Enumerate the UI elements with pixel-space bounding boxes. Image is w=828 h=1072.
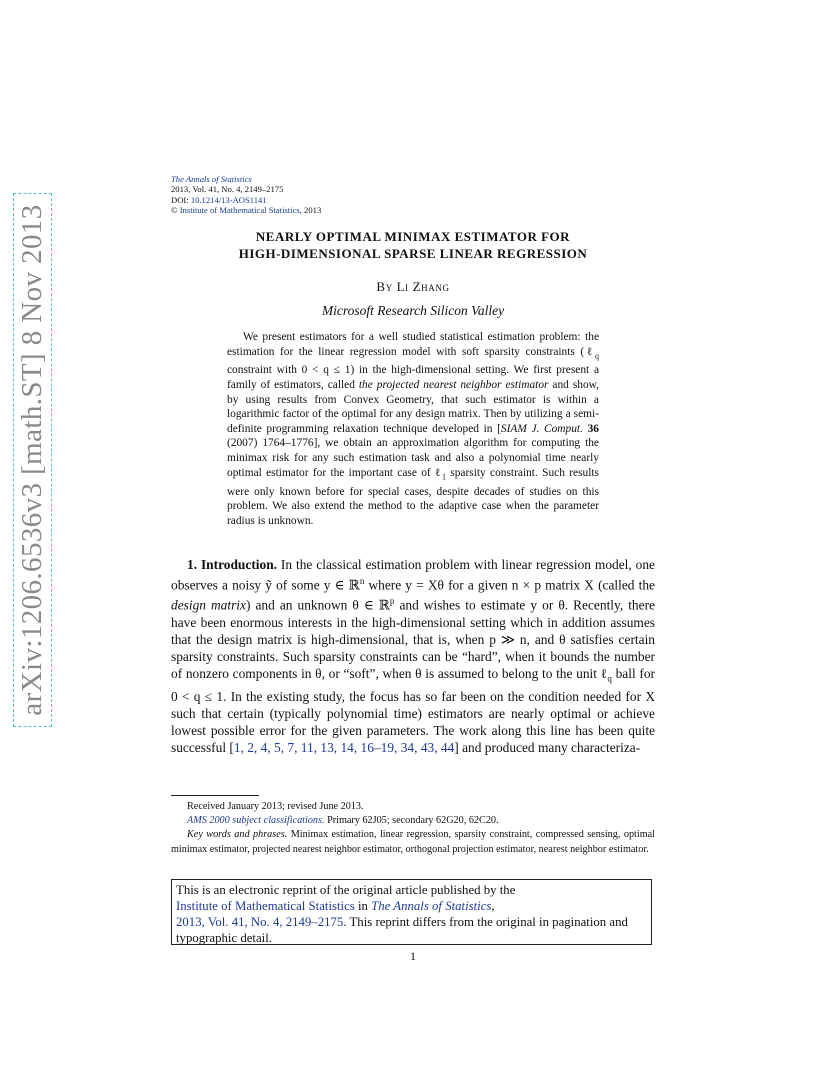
journal-header [171,174,321,216]
reprint-text-4: . This reprint differs from the original in pagination and typographic detail. [176,915,628,945]
ams-classification-text: Primary 62J05; secondary 62G20, 62C20. [324,815,499,827]
intro-sub: q [607,673,612,684]
reprint-text-1: This is an electronic reprint of the original article published by the [176,883,516,897]
section-heading: 1. Introduction. [187,557,277,572]
abstract-citation-volume: 36 [582,422,599,435]
keywords [171,828,655,856]
title-line-1: NEARLY OPTIMAL MINIMAX ESTIMATOR FOR [255,229,571,244]
keywords-text: Minimax estimation, linear regression, sparsity constraint, compressed sensing, optimal minimax estimator, projected nearest neighbor estimator, orthogonal projection estimator, nearest neighbor estimator. [171,829,655,855]
doi-link[interactable]: 10.1214/13-AOS1141 [190,194,267,205]
doi-line [171,195,321,205]
footnotes [171,800,655,857]
ams-classification [171,814,655,828]
copyright-year: , 2013 [299,205,322,216]
doi-label: DOI: [171,194,191,205]
intro-text-5: ball for 0 < q ≤ 1. In the existing study, the focus has so far been on the condition needed for X such that certain (typically polynomial time) estimators are nearly optimal or achieve lowest possible error for the given parameters. The work along this line has been quite successful [ [171,665,655,755]
reprint-volume-link[interactable]: 2013, Vol. 41, No. 4, 2149–2175 [176,915,344,929]
author-affiliation: Microsoft Research Silicon Valley [321,303,505,318]
title-line-2: HIGH-DIMENSIONAL SPARSE LINEAR REGRESSION [238,246,588,261]
reprint-notice [171,879,652,945]
intro-emph: design matrix [171,597,246,613]
arxiv-identifier-link[interactable]: arXiv:1206.6536v3 [math.ST] 8 Nov 2013 [13,193,52,726]
abstract-text-5: sparsity constraint. Such results were only known before for special cases, despite decades of studies on this problem. We also extend the method to the adaptive case when the parameter radius is unknown. [227,466,599,527]
ams-classification-link[interactable]: AMS 2000 subject classifications. [187,815,325,827]
intro-text-1: In the classical estimation problem with linear regression model, one observes a noisy ỹ of some y ∈ ℝ [171,557,655,593]
arxiv-stamp [6,204,58,716]
intro-text-2: where y = Xθ for a given n × p matrix X (called the [364,577,655,593]
ims-link[interactable]: Institute of Mathematical Statistics [179,205,300,216]
reprint-text-3: , [491,899,495,913]
abstract-citation-journal: SIAM J. Comput. [500,422,583,435]
reprint-journal-link[interactable]: The Annals of Statistics [371,899,492,913]
keywords-label: Key words and phrases. [187,829,288,841]
abstract-text-4: (2007) 1764–1776], we obtain an approximation algorithm for computing the minimax risk for any such estimation task and also a polynomial time nearly optimal estimator for the important case of ℓ [227,437,599,479]
abstract-emph-1: the projected nearest neighbor estimator [358,379,549,392]
intro-sup-2: p [389,596,395,607]
intro-text-4: and wishes to estimate y or θ. Recently, there have been enormous interests in the high-dimensional setting which in addition assumes that the design matrix is high-dimensional, that is, when p ≫ n, and θ satisfies certain sparsity constraints. Such sparsity constraints can be “hard”, when it bounds the number of nonzero components in θ, or “soft”, when θ is assumed to belong to the unit ℓ [171,597,655,681]
abstract-text-3: and show, by using results from Convex Geometry, that such estimator is within a logarithmic factor of the optimal for any design matrix. Then by utilizing a semi-definite programming relaxation technique developed in [ [227,379,599,435]
page-number: 1 [410,949,416,963]
intro-text-6: ] and produced many characteriza- [454,739,641,755]
abstract-text-1: We present estimators for a well studied statistical estimation problem: the estimation for the linear regression model with soft sparsity constraints (ℓ [227,331,599,358]
received-dates: Received January 2013; revised June 2013. [187,801,364,812]
copyright-line [171,205,321,215]
copyright-symbol: © [171,205,180,216]
reprint-ims-link[interactable]: Institute of Mathematical Statistics [176,899,355,913]
journal-name-link[interactable]: The Annals of Statistics [171,174,252,184]
footnote-rule [171,795,259,796]
abstract [227,330,599,528]
journal-volume: 2013, Vol. 41, No. 4, 2149–2175 [171,184,284,195]
intro-text-3: ) and an unknown θ ∈ ℝ [245,597,390,613]
author-name: By Li Zhang [376,279,450,294]
abstract-sub-2: 1 [441,471,446,481]
abstract-text-2: constraint with 0 < q ≤ 1) in the high-dimensional setting. We first present a family of estimators, called [227,364,599,392]
paper-title [171,228,655,262]
introduction-paragraph [171,556,655,756]
abstract-sub-1: q [595,350,599,360]
reference-links[interactable]: 1, 2, 4, 5, 7, 11, 13, 14, 16–19, 34, 43, 44 [233,739,455,755]
intro-sup-1: n [359,576,365,586]
arxiv-stamp-wrapper [6,204,58,716]
reprint-text-2: in [354,899,372,913]
